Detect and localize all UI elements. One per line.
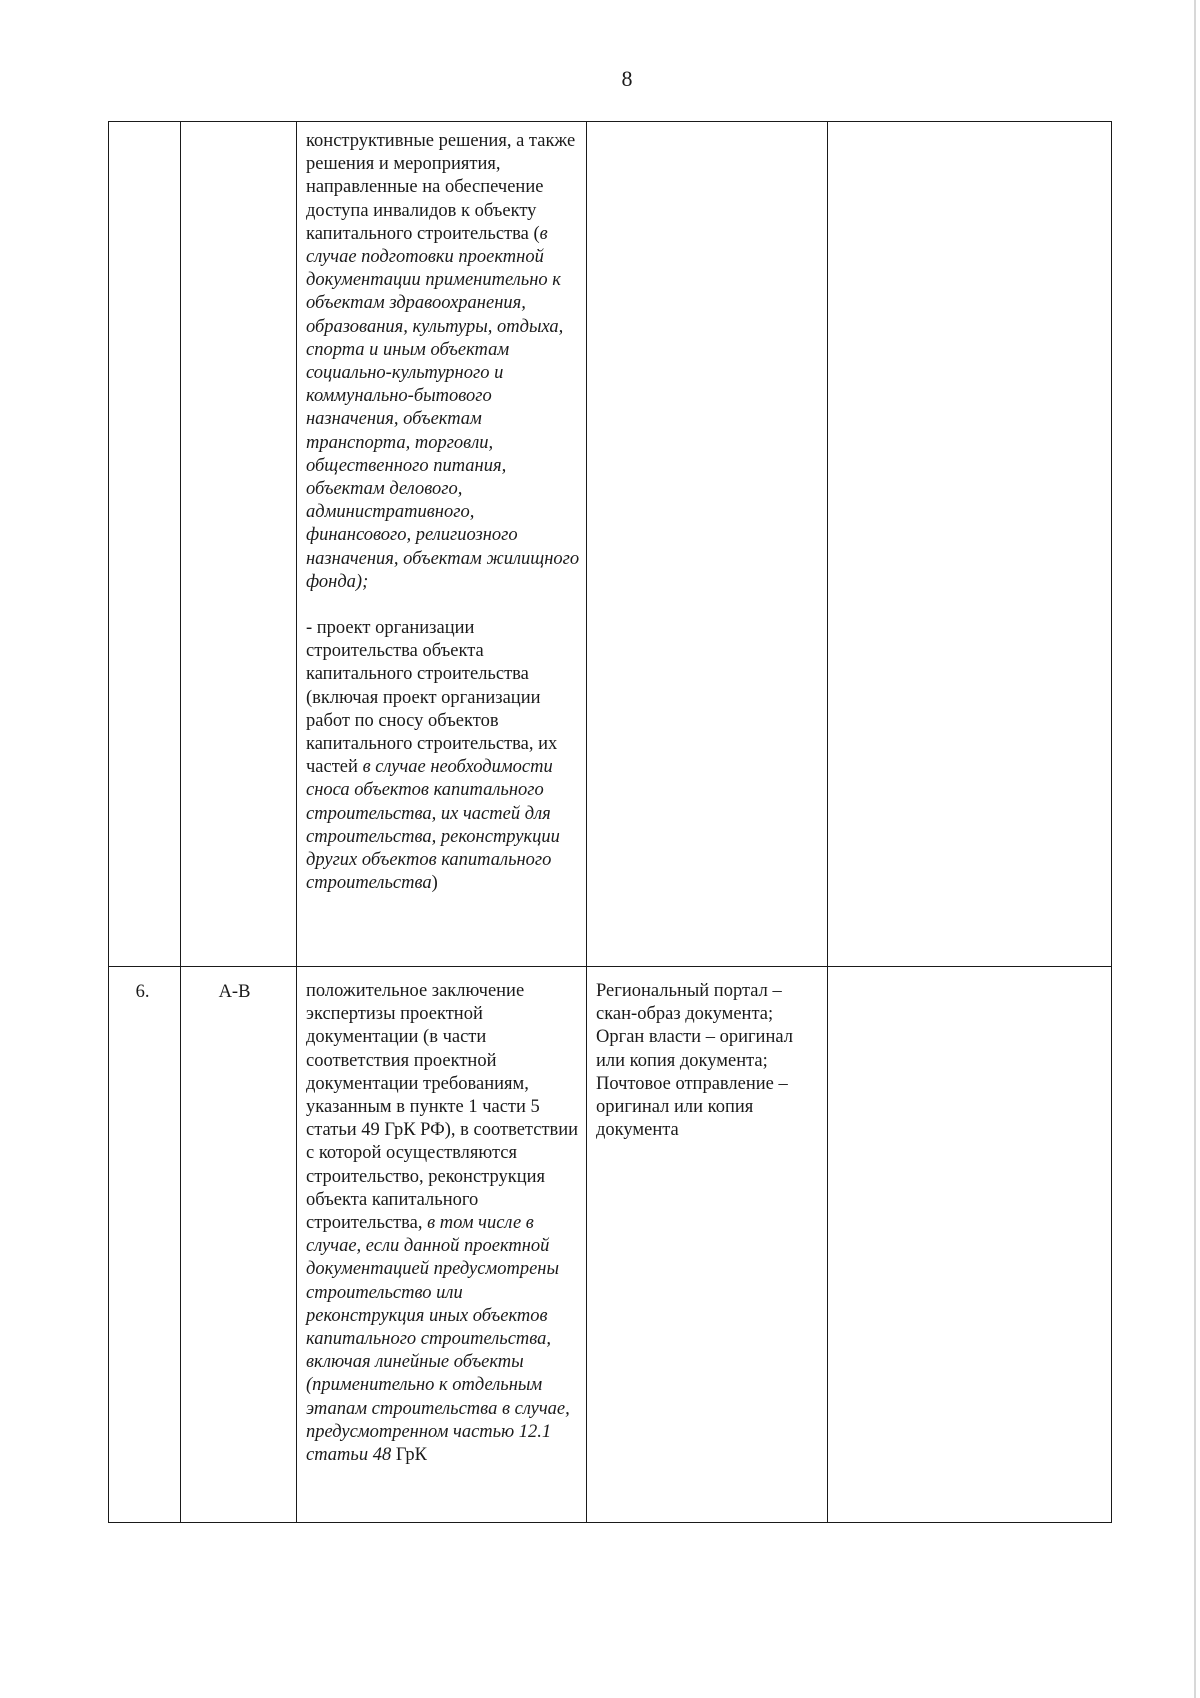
cell-submission-method: Региональный портал – скан-образ документа; Орган власти – оригинал или копия документа; Почтовое отправление – оригинал или копия документа: [587, 967, 828, 1523]
cell-submission-method: [587, 122, 828, 967]
doc-text-regular: конструктивные решения, а также решения и мероприятия, направленные на обеспечение доступа инвалидов к объекту капитального строительства (: [306, 131, 576, 244]
cell-document-description: [297, 122, 587, 967]
doc-text-italic: в том числе в случае, если данной проектной документацией предусмотрены строительство или реконструкция иных объектов капитального строительства, включая линейные объекты (применительно к отдельным этапам строительства в случае, предусмотренном частью 12.1 статьи 48: [306, 1213, 570, 1466]
cell-code: [181, 122, 297, 967]
page-number: 8: [621, 66, 633, 91]
doc-text-italic: в случае подготовки проектной документации применительно к объектам здравоохранения, образования, культуры, отдыха, спорта и иным объектам социально-культурного и коммунально-бытового назначения, объектам транспорта, торговли, общественного питания, объектам делового, административного, финансового, религиозного назначения, объектам жилищного фонда);: [306, 223, 580, 592]
cell-number: [109, 122, 181, 967]
cell-note: [828, 967, 1112, 1523]
cell-note: [828, 122, 1112, 967]
table-row-6: [109, 967, 1112, 1523]
table-row-continuation: [109, 122, 1112, 967]
doc-text-italic: в случае необходимости сноса объектов капитального строительства, их частей для строительства, реконструкции других объектов капитального строительства: [306, 757, 560, 894]
scan-edge-line: [1194, 0, 1196, 1698]
cell-code: А-В: [181, 967, 297, 1523]
doc-text-closing: ): [431, 873, 438, 894]
cell-document-description: [297, 967, 587, 1523]
requirements-table: [108, 121, 1112, 1523]
doc-text-regular: положительное заключение экспертизы проектной документации (в части соответствия проектной документации требованиям, указанным в пункте 1 части 5 статьи 49 ГрК РФ), в соответствии с которой осуществляются строительство, реконструкция объекта капитального строительства,: [306, 981, 579, 1234]
cell-number: 6.: [109, 967, 181, 1523]
doc-text-regular: - проект организации строительства объекта капитального строительства (включая проект организации работ по сносу объектов капитального строительства, их частей: [306, 618, 558, 778]
doc-text-tail: ГрК: [391, 1445, 427, 1466]
